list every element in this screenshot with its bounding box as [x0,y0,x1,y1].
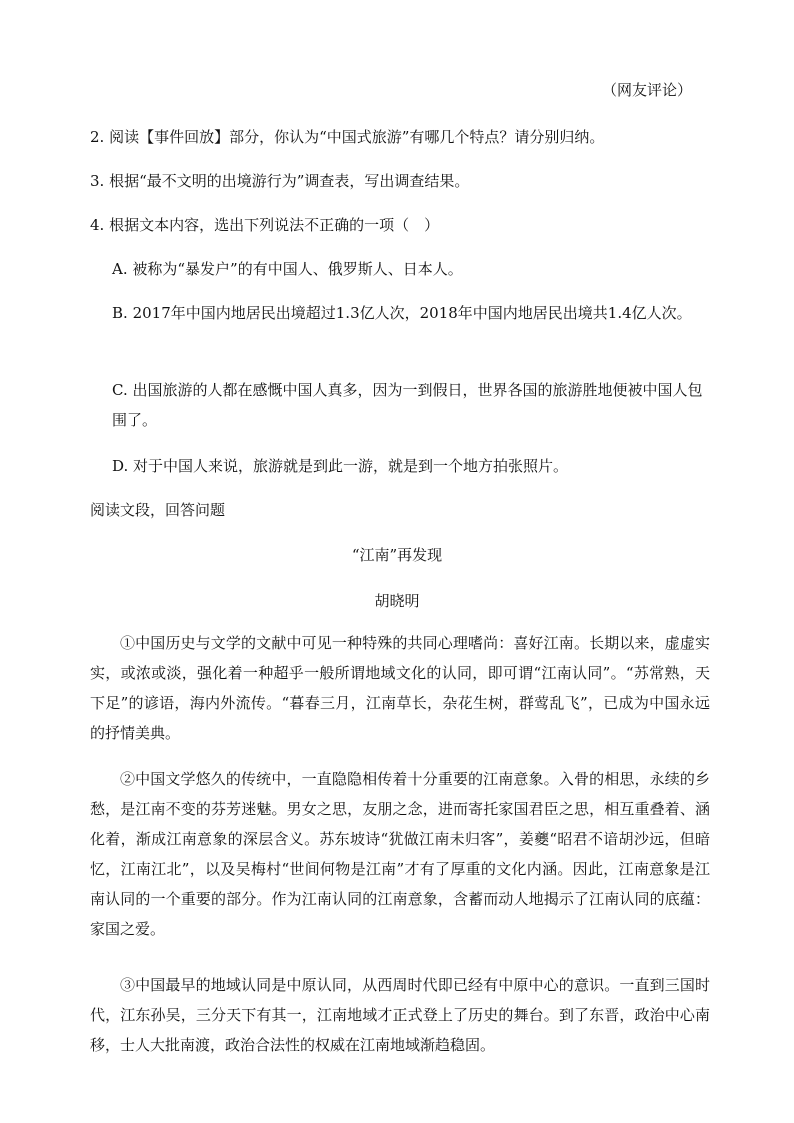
reading-instruction: 阅读文段，回答问题 [90,501,226,519]
option-c-text: 出国旅游的人都在感慨中国人真多，因为一到假日，世界各国的旅游胜地便被中国人包围了。 [112,381,703,429]
option-d-label: D. [112,457,129,475]
option-a-label: A. [112,260,128,278]
paragraph-text: ②中国文学悠久的传统中，一直隐隐相传着十分重要的江南意象。入骨的相思，永续的乡愁，是江南不变的芬芳迷魅。男女之思，友朋之念，进而寄托家国君臣之思，相互重叠着、涵化着，渐成江南意象的深层含义。苏东坡诗“犹做江南未归客”，姜夔“昭君不谙胡沙远，但暗忆，江南江北”，以及吴梅村“世间何物是江南”才有了厚重的文化内涵。因此，江南意象是江南认同的一个重要的部分。作为江南认同的江南意象，含蓄而动人地揭示了江南认同的底蕴：家国之爱。 [90,770,710,938]
article-paragraph-3 [90,970,710,1060]
question-4: 4. 根据文本内容，选出下列说法不正确的一项（ ） [90,216,440,234]
option-d-text: 对于中国人来说，旅游就是到此一游，就是到一个地方拍张照片。 [133,457,569,475]
option-d [112,456,568,476]
option-a [112,259,463,279]
paragraph-text: ③中国最早的地域认同是中原认同，从西周时代即已经有中原中心的意识。一直到三国时代，江东孙吴，三分天下有其一，江南地域才正式登上了历史的舞台。到了东晋，政治中心南移，士人大批南渡，政治合法性的权威在江南地域渐趋稳固。 [90,976,710,1054]
question-3: 3. 根据“最不文明的出境游行为”调查表，写出调查结果。 [90,172,470,190]
option-b-label: B. [112,304,128,322]
article-title: “江南”再发现 [351,546,443,564]
question-2: 2. 阅读【事件回放】部分，你认为“中国式旅游”有哪几个特点？请分别归纳。 [90,128,605,146]
option-b [112,298,710,328]
article-paragraph-2 [90,764,710,944]
article-author: 胡晓明 [374,592,420,610]
option-b-text: 2017年中国内地居民出境超过1.3亿人次，2018年中国内地居民出境共1.4亿人次。 [132,304,692,322]
paragraph-text: ①中国历史与文学的文献中可见一种特殊的共同心理嗜尚：喜好江南。长期以来，虚虚实实，或浓或淡，强化着一种超乎一般所谓地域文化的认同，即可谓“江南认同”。“苏常熟，天下足”的谚语，海内外流传。“暮春三月，江南草长，杂花生树，群莺乱飞”，已成为中国永远的抒情美典。 [90,634,710,742]
source-note: （网友评论） [601,81,692,99]
option-a-text: 被称为“暴发户”的有中国人、俄罗斯人、日本人。 [132,260,463,278]
article-paragraph-1 [90,628,710,748]
option-c-label: C. [112,381,128,399]
option-c [112,375,710,435]
